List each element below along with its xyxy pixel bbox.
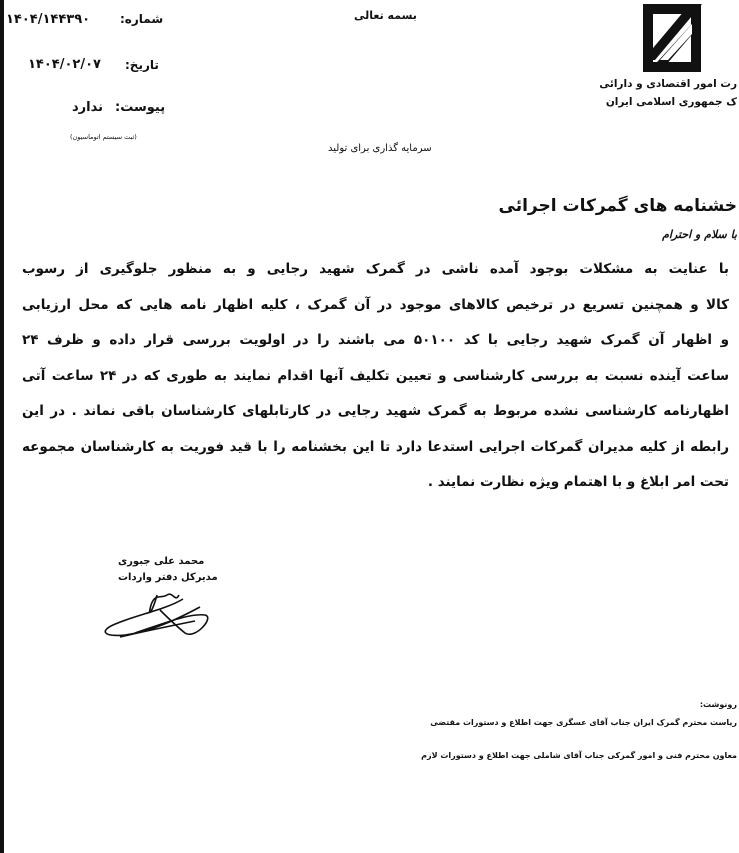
invocation: بسمه تعالی (354, 9, 417, 22)
cc-line: معاون محترم فنی و امور گمرکی جناب آقای شاملی جهت اطلاع و دستورات لازم (421, 751, 737, 760)
cc-label: رونوشت: (699, 700, 737, 709)
body-line: با عنایت به مشکلات بوجود آمده ناشی در گمرک شهید رجایی و به منظور جلوگیری از رسوب (22, 261, 729, 277)
signatory-name: محمد علی جبوری (118, 556, 205, 567)
body-line: ساعت آینده نسبت به بررسی کارشناسی و تعیین تکلیف آنها اقدام نمایند به طوری که در ۲۴ ساعت آتی (22, 367, 729, 384)
number-label: شماره: (120, 12, 164, 26)
number-value: ۱۴۰۴/۱۴۴۳۹۰ (6, 12, 91, 27)
body-line: کالا و همچنین تسریع در ترخیص کالاهای موجود در آن گمرک ، کلیه اظهار نامه هایی که محل ارزیابی (22, 296, 729, 313)
customs-logo-icon (640, 2, 704, 74)
attachment-label: پیوست: (115, 100, 166, 115)
signatory-title: مدیرکل دفتر واردات (118, 572, 218, 583)
attachment-value: ندارد (72, 100, 104, 115)
slogan: سرمایه گذاری برای تولید (328, 143, 432, 154)
letter-body (22, 252, 729, 501)
body-line: اظهارنامه کارشناسی نشده مربوط به گمرک شهید رجایی در کارتابلهای کارشناسان باقی نماند . در این (22, 403, 729, 419)
system-note: (ثبت سیستم اتوماسیون) (70, 133, 137, 141)
organization-name: ک جمهوری اسلامی ایران (605, 96, 737, 108)
greeting: با سلام و احترام (662, 228, 737, 241)
body-line: رابطه از کلیه مدیران گمرکات اجرایی استدعا دارد تا این بخشنامه را با قید فوریت به کارشناسان مجموعه (22, 438, 729, 455)
signature (95, 585, 235, 645)
body-line: تحت امر ابلاغ و با اهتمام ویژه نظارت نمایند . (427, 474, 729, 490)
ministry-name: رت امور اقتصادی و دارائی (599, 78, 737, 90)
cc-line: ریاست محترم گمرک ایران جناب آقای عسگری جهت اطلاع و دستورات مقتضی (430, 718, 737, 727)
date-value: ۱۴۰۴/۰۲/۰۷ (28, 57, 101, 72)
recipient: خشنامه های گمرکات اجرائی (498, 196, 737, 216)
date-label: تاریخ: (125, 58, 159, 72)
body-line: و اظهار آن گمرک شهید رجایی با کد ۵۰۱۰۰ می باشند را در اولویت بررسی قرار داده و ظرف ۲۴ (22, 332, 729, 348)
scan-border (0, 0, 4, 853)
